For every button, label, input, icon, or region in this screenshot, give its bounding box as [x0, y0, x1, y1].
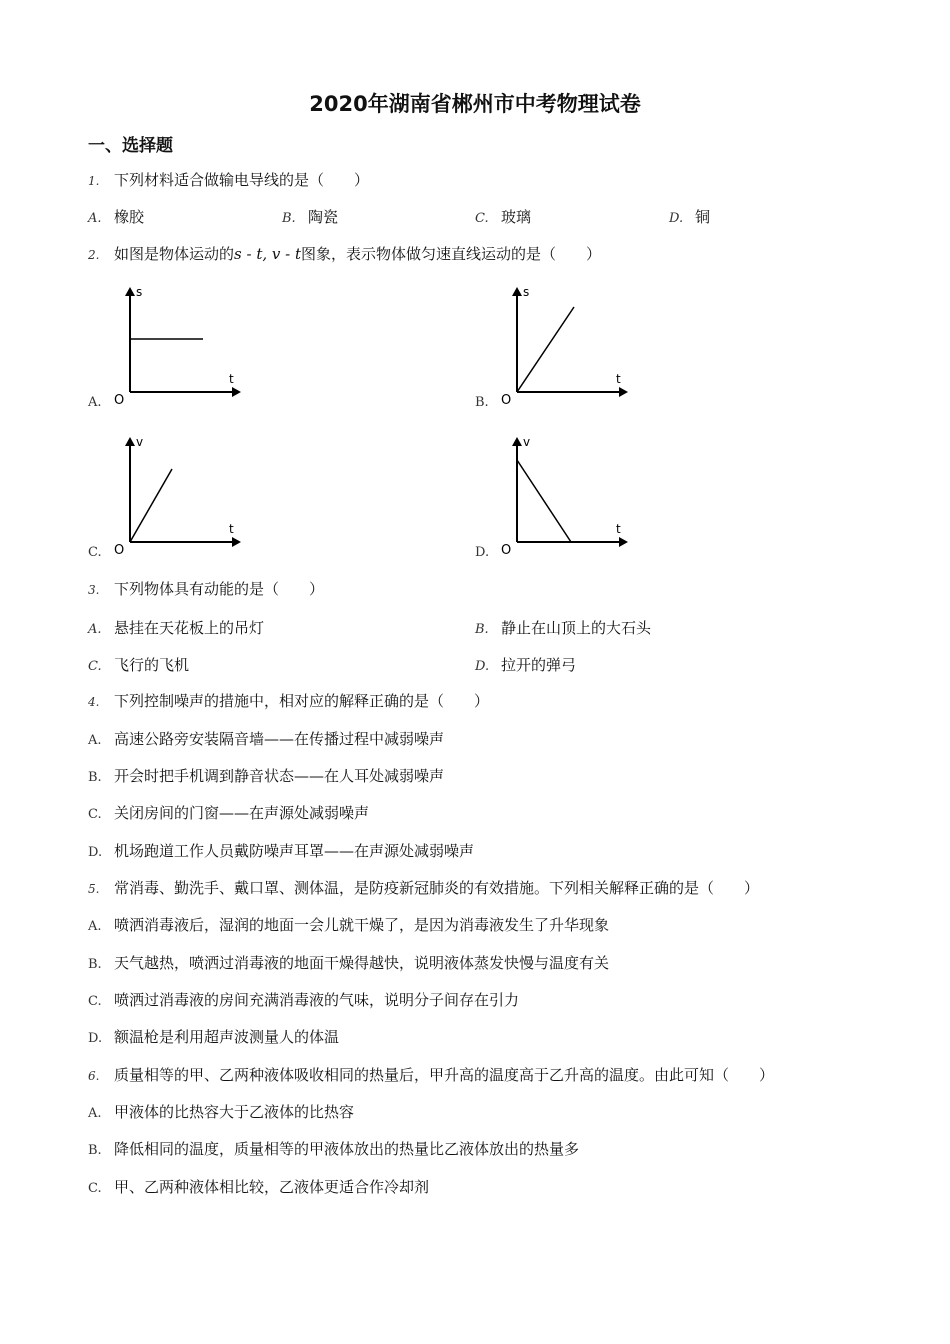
question-number: 2.: [88, 248, 100, 262]
question-number: 6.: [88, 1069, 100, 1083]
q1-option-c[interactable]: [475, 207, 531, 229]
option-label: D.: [88, 1031, 103, 1046]
origin-label: O: [114, 393, 125, 407]
option-text: 开会时把手机调到静音状态——在人耳处减弱噪声: [114, 767, 445, 785]
graph-a: [110, 282, 250, 407]
question-3: [88, 579, 324, 600]
option-text: 天气越热，喷洒过消毒液的地面干燥得越快，说明液体蒸发快慢与温度有关: [114, 954, 610, 972]
option-label: D.: [88, 845, 103, 860]
question-text: 常消毒、勤洗手、戴口罩、测体温，是防疫新冠肺炎的有效措施。下列相关解释正确的是（ ）: [114, 879, 760, 897]
option-text: 悬挂在天花板上的吊灯: [114, 619, 265, 637]
option-text: 陶瓷: [308, 208, 339, 226]
option-label: B.: [88, 957, 102, 972]
question-math: s - t, v - t: [234, 245, 301, 263]
question-text: 下列控制噪声的措施中，相对应的解释正确的是（ ）: [114, 692, 490, 710]
x-arrow-icon: [232, 387, 241, 397]
q5-option-a[interactable]: [88, 915, 609, 937]
q3-option-b[interactable]: [475, 618, 651, 640]
x-axis-label: t: [616, 372, 621, 386]
y-arrow-icon: [512, 437, 522, 446]
option-text: 机场跑道工作人员戴防噪声耳罩——在声源处减弱噪声: [114, 842, 475, 860]
option-label: D.: [475, 659, 490, 674]
q5-option-c[interactable]: [88, 990, 519, 1012]
x-axis-label: t: [229, 522, 234, 536]
question-2: [88, 244, 601, 265]
option-text: 喷洒过消毒液的房间充满消毒液的气味，说明分子间存在引力: [114, 991, 520, 1009]
q5-option-d[interactable]: [88, 1027, 339, 1049]
q4-option-c[interactable]: [88, 803, 369, 825]
page-title: 2020年湖南省郴州市中考物理试卷: [309, 92, 641, 116]
option-label: C.: [88, 994, 102, 1009]
option-label: B.: [282, 211, 296, 226]
q1-option-d[interactable]: [669, 207, 710, 229]
q1-option-a[interactable]: [88, 207, 144, 229]
q3-option-d[interactable]: [475, 655, 576, 677]
option-label: D.: [669, 211, 684, 226]
option-label: B.: [88, 1143, 102, 1158]
q6-option-b[interactable]: [88, 1139, 579, 1161]
option-label: C.: [475, 211, 489, 226]
option-text: 橡胶: [114, 208, 145, 226]
option-text: 铜: [695, 208, 711, 226]
x-arrow-icon: [619, 537, 628, 547]
question-text: 下列材料适合做输电导线的是（ ）: [114, 171, 370, 189]
q4-option-b[interactable]: [88, 766, 444, 788]
graph-line: [130, 469, 172, 542]
graph-b: [497, 282, 637, 407]
option-text: 喷洒消毒液后，湿润的地面一会儿就干燥了，是因为消毒液发生了升华现象: [114, 916, 610, 934]
option-text: 降低相同的温度，质量相等的甲液体放出的热量比乙液体放出的热量多: [114, 1140, 580, 1158]
option-text: 玻璃: [501, 208, 532, 226]
question-number: 4.: [88, 695, 100, 709]
origin-label: O: [501, 393, 512, 407]
question-text: 质量相等的甲、乙两种液体吸收相同的热量后，甲升高的温度高于乙升高的温度。由此可知（ ）: [114, 1066, 775, 1084]
option-text: 静止在山顶上的大石头: [501, 619, 652, 637]
option-label: B.: [475, 395, 489, 410]
section-heading: 一、选择题: [88, 136, 173, 156]
option-label: C.: [88, 659, 102, 674]
option-label: B.: [88, 770, 102, 785]
q1-option-b[interactable]: [282, 207, 338, 229]
y-axis-label: v: [523, 435, 531, 449]
option-text: 飞行的飞机: [114, 656, 190, 674]
option-label: A.: [88, 395, 102, 410]
question-text-post: 图象，表示物体做匀速直线运动的是（ ）: [301, 245, 602, 263]
option-label: A.: [88, 211, 102, 226]
y-arrow-icon: [125, 287, 135, 296]
question-number: 1.: [88, 174, 100, 188]
q5-option-b[interactable]: [88, 953, 609, 975]
q3-option-a[interactable]: [88, 618, 264, 640]
y-axis-label: s: [523, 285, 530, 299]
graph-line: [517, 307, 574, 392]
option-label: D.: [475, 545, 490, 560]
option-text: 关闭房间的门窗——在声源处减弱噪声: [114, 804, 370, 822]
option-label: C.: [88, 545, 102, 560]
graph-c: [110, 432, 250, 557]
x-axis-label: t: [616, 522, 621, 536]
origin-label: O: [114, 543, 125, 557]
y-axis-label: s: [136, 285, 143, 299]
y-arrow-icon: [125, 437, 135, 446]
y-arrow-icon: [512, 287, 522, 296]
q4-option-d[interactable]: [88, 841, 474, 863]
option-text: 高速公路旁安装隔音墙——在传播过程中减弱噪声: [114, 730, 445, 748]
x-arrow-icon: [619, 387, 628, 397]
origin-label: O: [501, 543, 512, 557]
graph-line: [517, 460, 571, 542]
question-text: 下列物体具有动能的是（ ）: [114, 580, 325, 598]
question-6: [88, 1065, 774, 1086]
option-text: 甲、乙两种液体相比较，乙液体更适合作冷却剂: [114, 1178, 430, 1196]
x-axis-label: t: [229, 372, 234, 386]
question-1: [88, 170, 369, 191]
q6-option-c[interactable]: [88, 1177, 429, 1199]
option-text: 额温枪是利用超声波测量人的体温: [114, 1028, 340, 1046]
question-5: [88, 878, 759, 899]
graph-d: [497, 432, 637, 557]
option-text: 甲液体的比热容大于乙液体的比热容: [114, 1103, 355, 1121]
y-axis-label: v: [136, 435, 144, 449]
option-label: B.: [475, 622, 489, 637]
option-label: C.: [88, 807, 102, 822]
option-label: A.: [88, 733, 102, 748]
option-label: C.: [88, 1181, 102, 1196]
option-label: A.: [88, 622, 102, 637]
option-label: A.: [88, 919, 102, 934]
option-text: 拉开的弹弓: [501, 656, 577, 674]
question-text-pre: 如图是物体运动的: [114, 245, 235, 263]
option-label: A.: [88, 1106, 102, 1121]
q4-option-a[interactable]: [88, 729, 444, 751]
question-number: 5.: [88, 882, 100, 896]
q6-option-a[interactable]: [88, 1102, 354, 1124]
question-number: 3.: [88, 583, 100, 597]
q3-option-c[interactable]: [88, 655, 189, 677]
question-4: [88, 691, 489, 712]
x-arrow-icon: [232, 537, 241, 547]
